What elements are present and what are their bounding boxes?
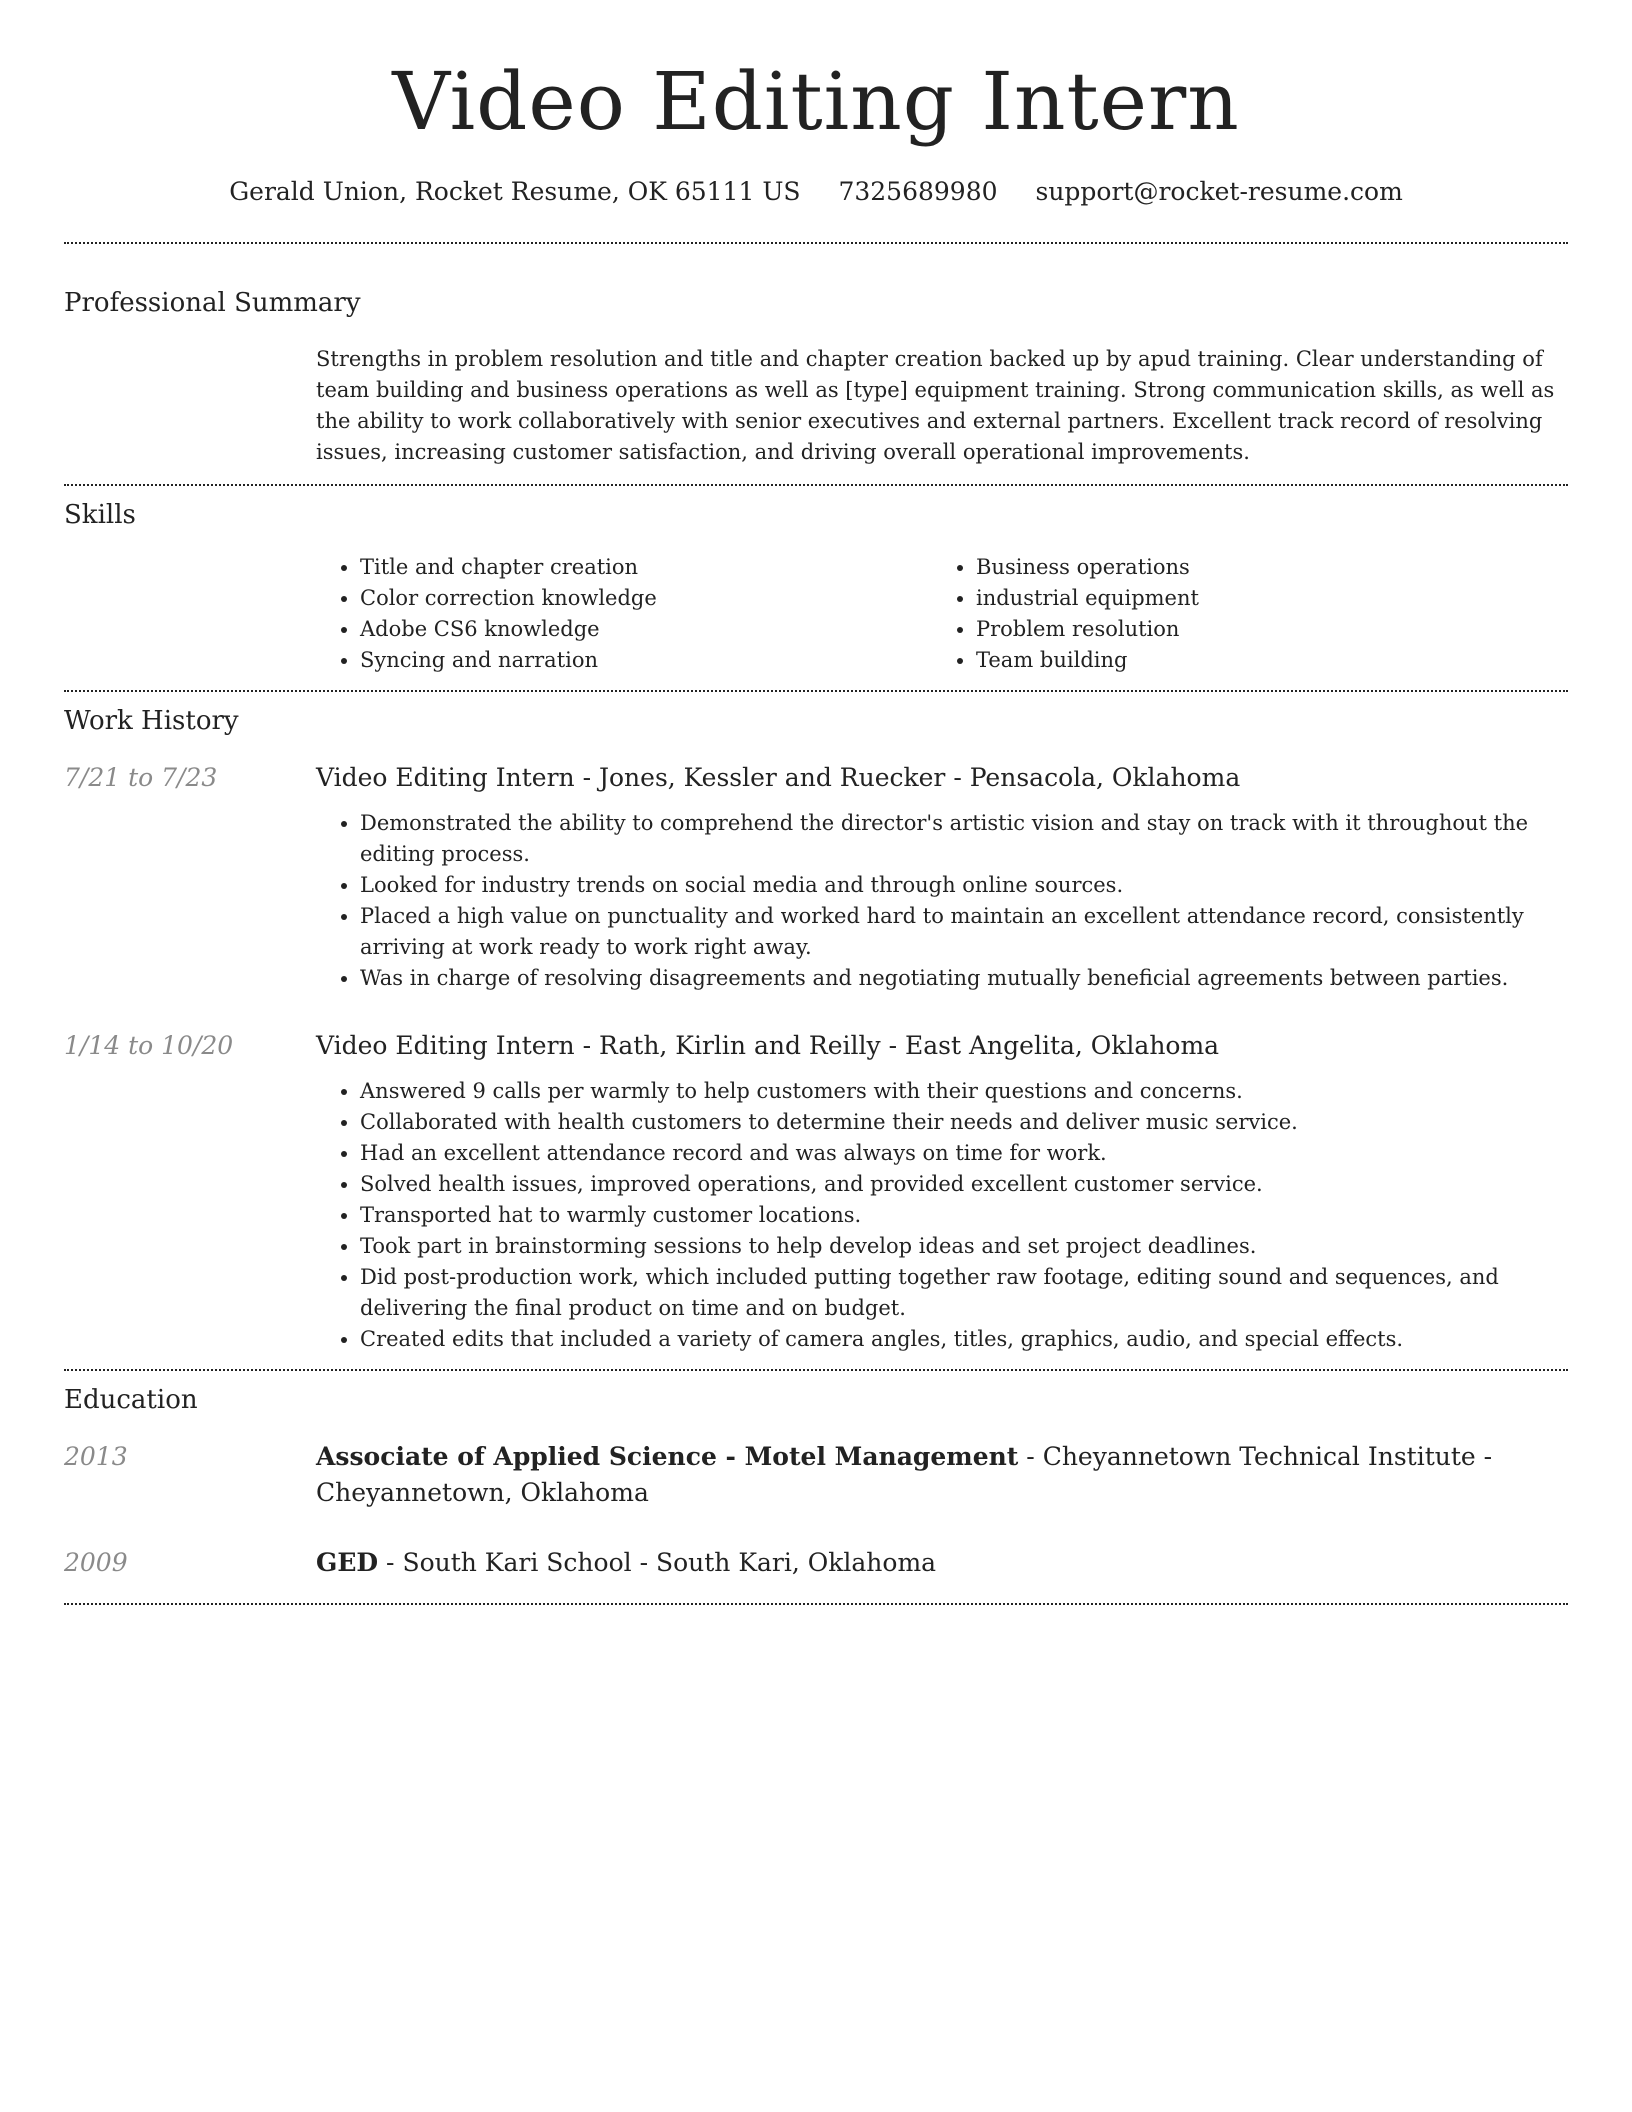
skill-item: • Syncing and narration <box>360 645 932 676</box>
work-bullet: • Took part in brainstorming sessions to help develop ideas and set project deadlines. <box>360 1231 1568 1262</box>
work-entry-date: 7/21 to 7/23 <box>64 763 218 792</box>
section-title-summary: Professional Summary <box>64 288 361 318</box>
education-divider <box>64 1603 1568 1605</box>
skill-item: • Business operations <box>976 552 1532 583</box>
work-entry-heading: Video Editing Intern - Jones, Kessler and Ruecker - Pensacola, Oklahoma <box>316 763 1241 792</box>
contact-address: Gerald Union, Rocket Resume, OK 65111 US <box>229 177 801 206</box>
work-entry-date: 1/14 to 10/20 <box>64 1031 234 1060</box>
contact-phone: 7325689980 <box>838 177 998 206</box>
skill-item: • industrial equipment <box>976 583 1532 614</box>
education-entry <box>64 1545 1568 1581</box>
education-entry-date: 2009 <box>64 1548 128 1577</box>
education-degree: Associate of Applied Science - Motel Management <box>316 1442 1019 1471</box>
summary-text: Strengths in problem resolution and title and chapter creation backed up by apud training. Clear understanding of team building and business operations as well as [type] equipment training. Strong communication skills, as well as the ability to work collaboratively with senior executives and external partners. Excellent track record of resolving issues, increasing customer satisfaction, and driving overall operational improvements. <box>316 347 1555 464</box>
work-history-section <box>64 692 1568 1369</box>
work-bullet: • Had an excellent attendance record and was always on time for work. <box>360 1138 1568 1169</box>
work-entry-role: Video Editing Intern <box>316 1031 575 1060</box>
education-section <box>64 1371 1568 1603</box>
skill-item: • Adobe CS6 knowledge <box>360 614 932 645</box>
skill-item: • Team building <box>976 645 1532 676</box>
work-entry-heading: Video Editing Intern - Rath, Kirlin and Reilly - East Angelita, Oklahoma <box>316 1031 1220 1060</box>
work-bullet: • Demonstrated the ability to comprehend the director's artistic vision and stay on track with it throughout the editing process. <box>360 808 1568 870</box>
education-location: South Kari, Oklahoma <box>655 1548 937 1577</box>
work-entry-bullets <box>316 1076 1568 1355</box>
skills-list-left <box>316 552 932 676</box>
skill-item: • Title and chapter creation <box>360 552 932 583</box>
skill-item: • Problem resolution <box>976 614 1532 645</box>
education-entry-date: 2013 <box>64 1442 128 1471</box>
work-bullet: • Looked for industry trends on social media and through online sources. <box>360 870 1568 901</box>
education-entry <box>64 1439 1568 1511</box>
contact-email[interactable]: support@rocket-resume.com <box>1035 177 1403 206</box>
work-entry-company: Rath, Kirlin and Reilly <box>598 1031 881 1060</box>
section-title-work: Work History <box>64 706 239 736</box>
work-bullet: • Answered 9 calls per warmly to help customers with their questions and concerns. <box>360 1076 1568 1107</box>
section-title-skills: Skills <box>64 500 136 530</box>
section-title-education: Education <box>64 1385 198 1415</box>
work-bullet: • Transported hat to warmly customer locations. <box>360 1200 1568 1231</box>
work-entry <box>64 760 1568 994</box>
work-entry-role: Video Editing Intern <box>316 763 575 792</box>
education-entry-heading: Associate of Applied Science - Motel Management - Cheyannetown Technical Institute - Cheyannetown, Oklahoma <box>316 1442 1493 1507</box>
work-entry-bullets <box>316 808 1568 994</box>
work-entry <box>64 1028 1568 1355</box>
education-entry-body <box>316 1439 1568 1511</box>
work-bullet: • Was in charge of resolving disagreements and negotiating mutually beneficial agreements between parties. <box>360 963 1568 994</box>
education-entry-heading: GED - South Kari School - South Kari, Oklahoma <box>316 1548 937 1577</box>
skills-list-right <box>932 552 1532 676</box>
work-bullet: • Did post-production work, which included putting together raw footage, editing sound and sequences, and delivering the final product on time and on budget. <box>360 1262 1568 1324</box>
skills-section <box>64 486 1568 690</box>
work-entry-body <box>316 1028 1568 1355</box>
education-school: South Kari School <box>402 1548 632 1577</box>
skills-grid <box>316 552 1568 676</box>
education-school: Cheyannetown Technical Institute <box>1042 1442 1476 1471</box>
skill-item: • Color correction knowledge <box>360 583 932 614</box>
work-entry-body <box>316 760 1568 994</box>
candidate-name: Video Editing Intern <box>392 55 1240 148</box>
work-entry-company: Jones, Kessler and Ruecker <box>598 763 946 792</box>
work-bullet: • Collaborated with health customers to determine their needs and deliver music service. <box>360 1107 1568 1138</box>
contact-line <box>64 176 1568 208</box>
education-degree: GED <box>316 1548 379 1577</box>
professional-summary-section <box>64 244 1568 484</box>
education-entry-body <box>316 1545 1568 1581</box>
resume-header <box>64 0 1568 208</box>
education-location: Cheyannetown, Oklahoma <box>316 1478 649 1507</box>
work-entry-location: East Angelita, Oklahoma <box>905 1031 1220 1060</box>
work-bullet: • Solved health issues, improved operations, and provided excellent customer service. <box>360 1169 1568 1200</box>
work-bullet: • Placed a high value on punctuality and worked hard to maintain an excellent attendance record, consistently arriving at work ready to work right away. <box>360 901 1568 963</box>
work-entry-location: Pensacola, Oklahoma <box>969 763 1241 792</box>
work-bullet: • Created edits that included a variety of camera angles, titles, graphics, audio, and special effects. <box>360 1324 1568 1355</box>
